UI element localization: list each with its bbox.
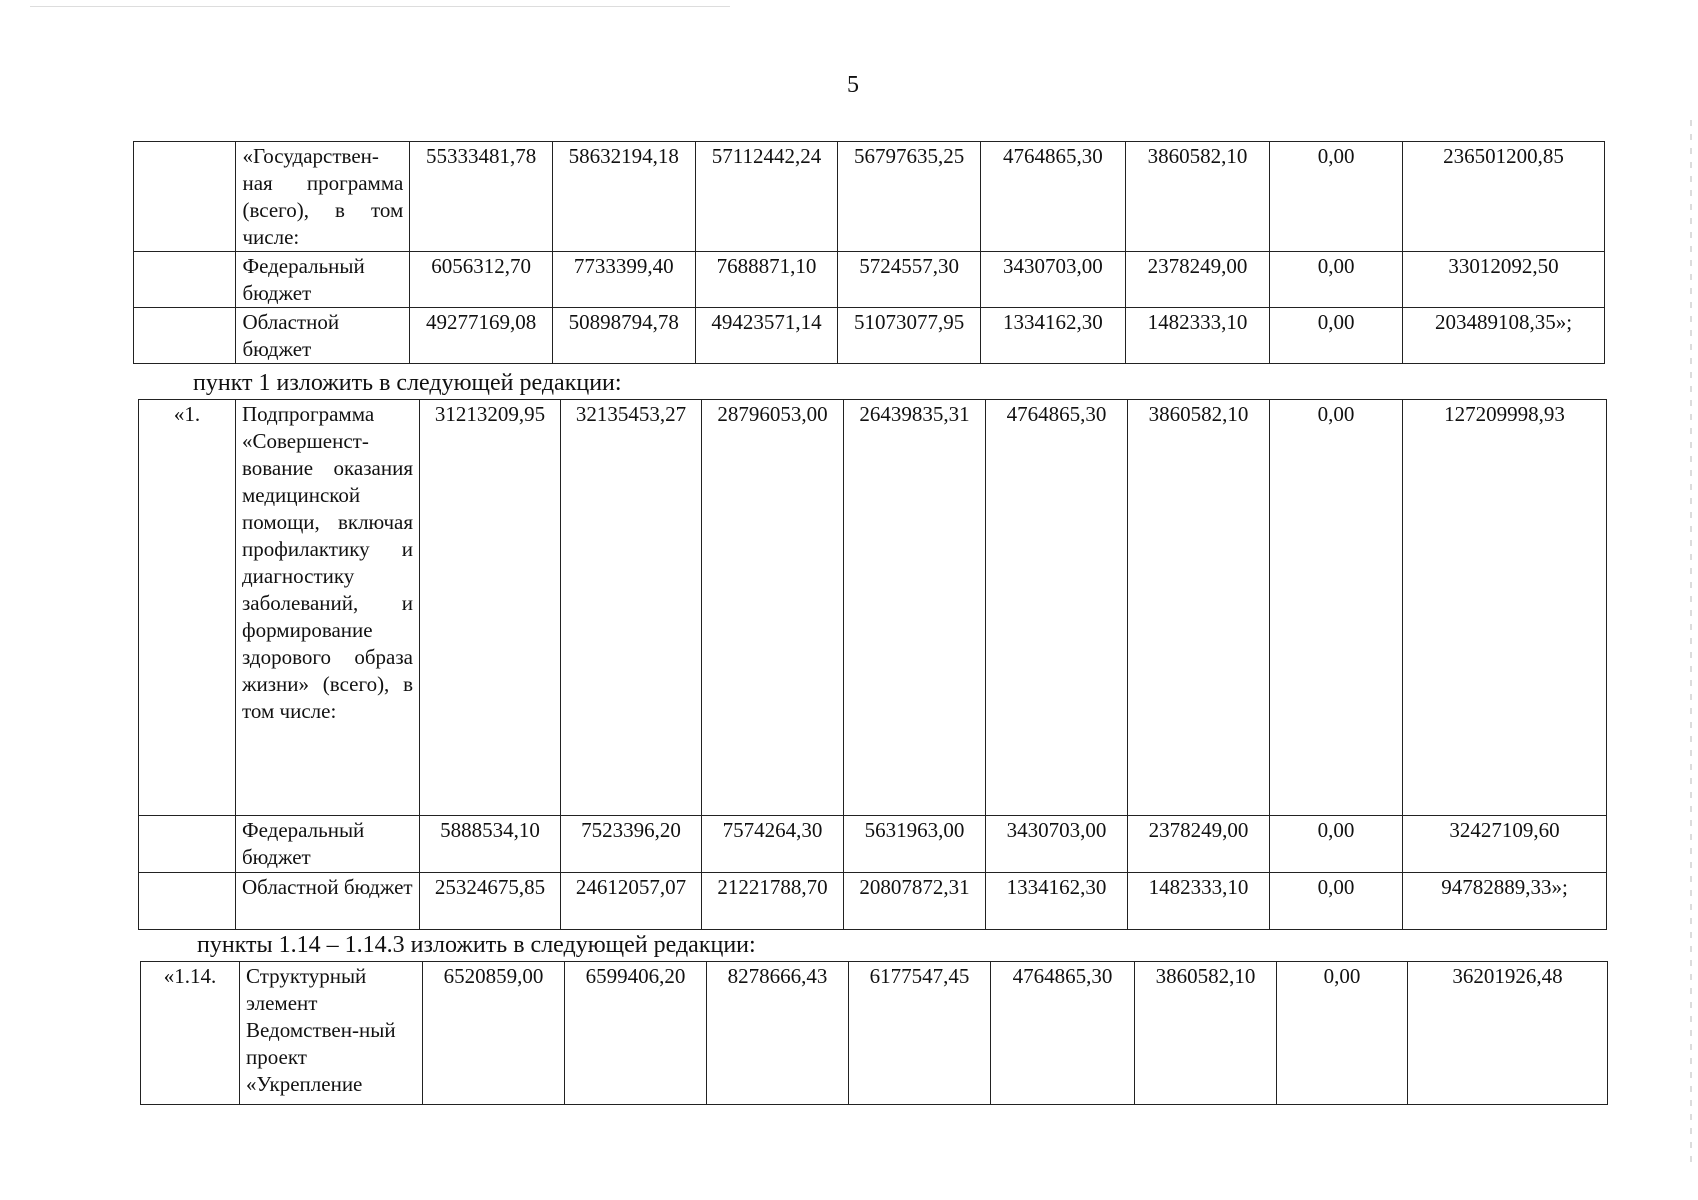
value-cell: 6520859,00 [423, 962, 565, 1105]
value-cell: 3430703,00 [980, 252, 1125, 308]
value-cell: 6056312,70 [410, 252, 553, 308]
value-cell: 8278666,43 [707, 962, 849, 1105]
budget-table-state-program [133, 141, 1605, 364]
row-name-cell: «Государствен-ная программа (всего), в том числе: [236, 142, 410, 252]
row-number-cell [134, 142, 236, 252]
value-cell: 1334162,30 [980, 308, 1125, 364]
value-cell: 7574264,30 [702, 816, 844, 873]
value-cell: 51073077,95 [838, 308, 981, 364]
total-cell: 94782889,33»; [1403, 873, 1607, 930]
value-cell: 1334162,30 [986, 873, 1128, 930]
value-cell: 24612057,07 [561, 873, 702, 930]
scan-artifact-edge [1690, 120, 1692, 1170]
row-name-cell: Федеральный бюджет [236, 252, 410, 308]
value-cell: 32135453,27 [561, 400, 702, 816]
value-cell: 1482333,10 [1125, 308, 1270, 364]
value-cell: 0,00 [1270, 816, 1403, 873]
total-cell: 236501200,85 [1402, 142, 1604, 252]
value-cell: 25324675,85 [420, 873, 561, 930]
value-cell: 1482333,10 [1128, 873, 1270, 930]
value-cell: 0,00 [1270, 142, 1403, 252]
value-cell: 3860582,10 [1125, 142, 1270, 252]
total-cell: 203489108,35»; [1402, 308, 1604, 364]
value-cell: 5888534,10 [420, 816, 561, 873]
value-cell: 58632194,18 [552, 142, 695, 252]
value-cell: 4764865,30 [980, 142, 1125, 252]
scan-artifact-line [30, 6, 730, 7]
value-cell: 7688871,10 [695, 252, 838, 308]
value-cell: 55333481,78 [410, 142, 553, 252]
value-cell: 49423571,14 [695, 308, 838, 364]
row-number-cell [134, 308, 236, 364]
row-number-cell: «1.14. [141, 962, 240, 1105]
amendment-instruction: пункты 1.14 – 1.14.3 изложить в следующей редакции: [197, 932, 756, 958]
row-number-cell [134, 252, 236, 308]
page-number: 5 [847, 72, 859, 98]
value-cell: 20807872,31 [844, 873, 986, 930]
value-cell: 28796053,00 [702, 400, 844, 816]
value-cell: 4764865,30 [991, 962, 1135, 1105]
row-number-cell: «1. [139, 400, 236, 816]
value-cell: 50898794,78 [552, 308, 695, 364]
value-cell: 7523396,20 [561, 816, 702, 873]
value-cell: 4764865,30 [986, 400, 1128, 816]
value-cell: 0,00 [1270, 252, 1403, 308]
table-row [141, 962, 1608, 1105]
value-cell: 6599406,20 [565, 962, 707, 1105]
value-cell: 3860582,10 [1135, 962, 1277, 1105]
budget-table-structural-element [140, 961, 1608, 1105]
value-cell: 2378249,00 [1128, 816, 1270, 873]
row-number-cell [139, 873, 236, 930]
total-cell: 33012092,50 [1402, 252, 1604, 308]
row-number-cell [139, 816, 236, 873]
total-cell: 127209998,93 [1403, 400, 1607, 816]
amendment-instruction: пункт 1 изложить в следующей редакции: [193, 370, 622, 396]
value-cell: 5724557,30 [838, 252, 981, 308]
table-row [139, 873, 1607, 930]
row-name-cell: Федеральный бюджет [236, 816, 420, 873]
budget-table-subprogram [138, 399, 1607, 930]
value-cell: 0,00 [1270, 873, 1403, 930]
value-cell: 6177547,45 [849, 962, 991, 1105]
row-name-cell: Областной бюджет [236, 308, 410, 364]
total-cell: 32427109,60 [1403, 816, 1607, 873]
row-name-cell: Структурный элемент Ведомствен-ный проект «Укрепление [240, 962, 423, 1105]
row-name-cell: Подпрограмма «Совершенст-вование оказания медицинской помощи, включая профилактику и диагностику заболеваний, и формирование здорового образа жизни» (всего), в том числе: [236, 400, 420, 816]
value-cell: 31213209,95 [420, 400, 561, 816]
value-cell: 0,00 [1270, 400, 1403, 816]
value-cell: 3860582,10 [1128, 400, 1270, 816]
value-cell: 57112442,24 [695, 142, 838, 252]
value-cell: 5631963,00 [844, 816, 986, 873]
value-cell: 2378249,00 [1125, 252, 1270, 308]
value-cell: 49277169,08 [410, 308, 553, 364]
value-cell: 56797635,25 [838, 142, 981, 252]
value-cell: 0,00 [1277, 962, 1408, 1105]
table-row [134, 252, 1605, 308]
table-row [139, 816, 1607, 873]
total-cell: 36201926,48 [1408, 962, 1608, 1105]
table-row [134, 308, 1605, 364]
value-cell: 26439835,31 [844, 400, 986, 816]
row-name-cell: Областной бюджет [236, 873, 420, 930]
table-row [134, 142, 1605, 252]
value-cell: 0,00 [1270, 308, 1403, 364]
table-row [139, 400, 1607, 816]
value-cell: 3430703,00 [986, 816, 1128, 873]
value-cell: 21221788,70 [702, 873, 844, 930]
value-cell: 7733399,40 [552, 252, 695, 308]
